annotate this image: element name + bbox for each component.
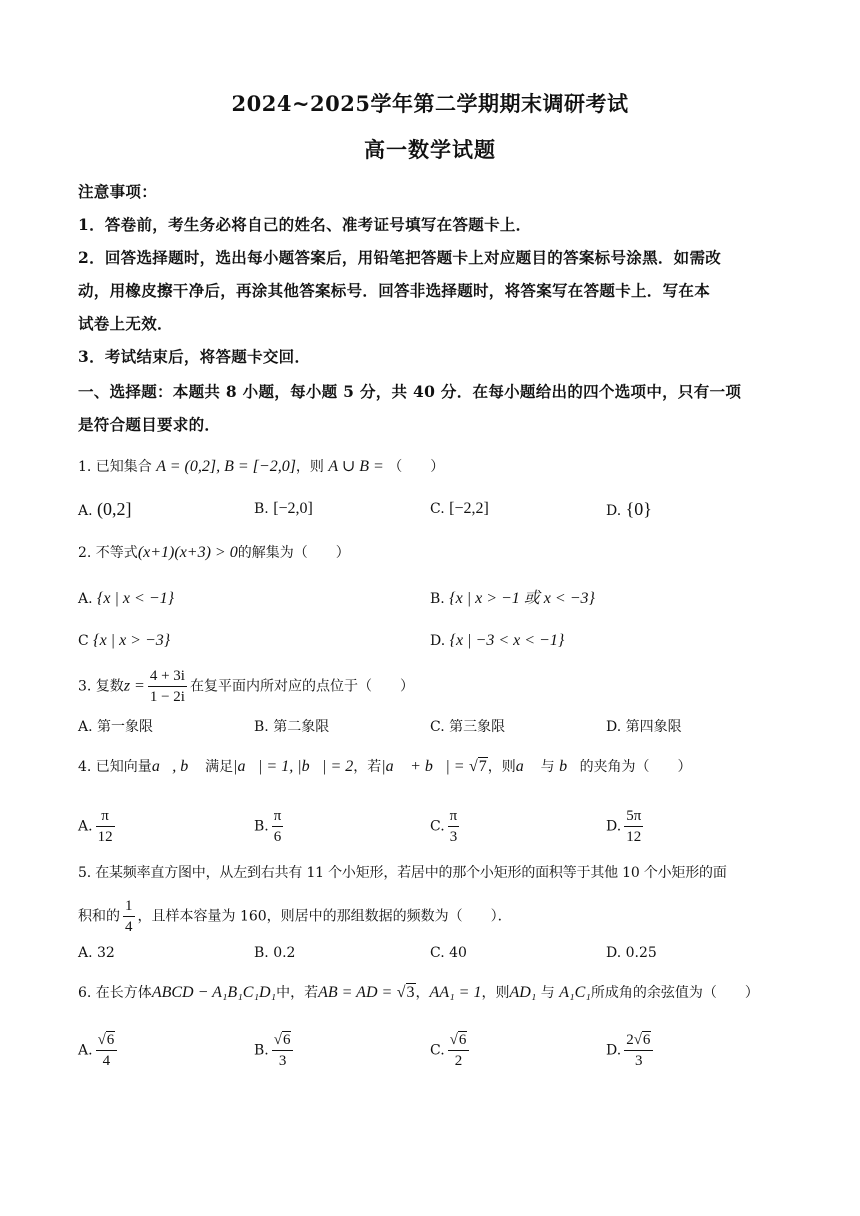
q5-suffix: ，且样本容量为 160，则居中的那组数据的频数为（ ）． xyxy=(137,908,512,925)
q5-option-c: C. 40 xyxy=(430,945,467,961)
q4-option-b: B. $\frac{\pi}{6}$ xyxy=(254,808,282,845)
q5-fraction xyxy=(123,896,135,937)
q5-option-d: D. 0.25 xyxy=(606,945,657,961)
q6-seg2: A₁C₁ xyxy=(559,984,591,1001)
question-5-line-1: 5. 在某频率直方图中，从左到右共有 11 个小矩形，若居中的那个小矩形的面积等于其他 10 个小矩形的面 xyxy=(78,865,727,881)
q4-option-c: C. $\frac{\pi}{3}$ xyxy=(430,808,458,845)
q2-option-a-value: {x | x < −1} xyxy=(97,590,175,607)
q6-option-a: A. $\frac{√6}{4}$ xyxy=(78,1030,120,1071)
q6-sqrt: √3 xyxy=(396,984,415,1001)
q6-sep: ， xyxy=(415,985,430,1001)
q1-option-a-value: (0,2] xyxy=(97,499,132,519)
q5-denominator: 4 xyxy=(125,919,133,935)
q5-numerator: 1 xyxy=(123,896,135,917)
q4-vectors: a⃗, b⃗ xyxy=(151,758,201,775)
q4-with: 与 xyxy=(540,759,555,775)
question-4 xyxy=(78,756,788,778)
q6-option-b: B. $\frac{√6}{3}$ xyxy=(254,1030,296,1071)
question-3 xyxy=(78,666,788,707)
notice-line-2a: 2．回答选择题时，选出每小题答案后，用铅笔把答题卡上对应题目的答案标号涂黑．如需改 xyxy=(78,248,722,267)
question-2 xyxy=(78,542,788,564)
q2-option-d-value: {x | −3 < x < −1} xyxy=(449,632,565,649)
q5-option-b: B. 0.2 xyxy=(254,945,296,961)
q3-suffix: 在复平面内所对应的点位于（ ） xyxy=(189,678,414,695)
q4-option-d: D. $\frac{5\pi}{12}$ xyxy=(606,808,642,845)
section-1-line-2: 是符合题目要求的． xyxy=(78,415,221,434)
q3-lhs: z = xyxy=(123,677,145,695)
q4-cond1-label: 满足 xyxy=(205,759,234,775)
q2-prefix: 2. 不等式 xyxy=(78,545,138,561)
q1-option-d: D. {0} xyxy=(606,499,652,519)
q1-option-c: C. [−2,2] xyxy=(430,500,489,517)
q6-prefix: 6. 在长方体 xyxy=(78,985,152,1001)
q2-option-d: D. {x | −3 < x < −1} xyxy=(430,632,565,649)
q3-option-b: B. 第二象限 xyxy=(254,719,330,735)
q6-eq2: AA₁ = 1 xyxy=(429,984,482,1001)
q4-option-a: A. $\frac{\pi}{12}$ xyxy=(78,808,113,845)
q6-solid: ABCD − A₁B₁C₁D₁ xyxy=(151,984,277,1001)
q4-prefix: 4. 已知向量 xyxy=(78,759,152,775)
q5-option-a: A. 32 xyxy=(78,945,115,961)
q3-denominator: 1 − 2i xyxy=(149,689,185,705)
q3-fraction xyxy=(148,666,187,707)
q6-option-c: C. $\frac{√6}{2}$ xyxy=(430,1030,472,1071)
q6-suffix: 所成角的余弦值为（ ） xyxy=(590,985,759,1001)
q2-option-c: C {x | x > −3} xyxy=(78,632,171,649)
question-1 xyxy=(78,456,788,478)
q6-with: 与 xyxy=(540,985,555,1001)
q2-option-b: B. {x | x > −1 或 x < −3} xyxy=(430,590,595,607)
q1-option-d-value: {0} xyxy=(625,499,652,519)
notice-line-3: 3．考试结束后，将答题卡交回． xyxy=(78,347,311,366)
question-5-line-2 xyxy=(78,896,788,937)
q4-vec-a: a⃗ xyxy=(515,758,537,775)
q4-cond1: |a⃗| = 1, |b⃗| = 2 xyxy=(233,758,354,775)
q2-option-c-value: {x | x > −3} xyxy=(93,632,171,649)
q2-suffix: 的解集为（ ） xyxy=(237,545,350,561)
q6-eq1: AB = AD = xyxy=(318,984,393,1001)
exam-title: 2024~2025学年第二学期期末调研考试 xyxy=(231,91,629,116)
section-1-line-1: 一、选择题：本题共 8 小题，每小题 5 分，共 40 分．在每小题给出的四个选项中，只有一项 xyxy=(78,382,742,401)
q4-then: ，则 xyxy=(487,759,516,775)
q1-expr: A ∪ B = xyxy=(328,458,384,475)
q1-suffix: （ ） xyxy=(388,459,445,475)
q4-vec-b: b⃗ xyxy=(559,758,580,775)
q1-prefix: 1. 已知集合 xyxy=(78,459,152,475)
q3-option-d: D. 第四象限 xyxy=(606,719,682,735)
q3-prefix: 3. 复数 xyxy=(78,678,124,695)
q1-option-b-value: [−2,0] xyxy=(273,500,313,517)
q6-sqrt-value: 3 xyxy=(406,984,415,1001)
q3-option-c: C. 第三象限 xyxy=(430,719,506,735)
q1-option-c-value: [−2,2] xyxy=(449,500,489,517)
exam-subtitle: 高一数学试题 xyxy=(364,137,496,162)
notice-line-2c: 试卷上无效． xyxy=(78,314,173,333)
q4-suffix: 的夹角为（ ） xyxy=(579,759,692,775)
q2-expr: (x+1)(x+3) > 0 xyxy=(137,544,238,561)
notice-line-2b: 动，用橡皮擦干净后，再涂其他答案标号．回答非选择题时，将答案写在答题卡上．写在本 xyxy=(78,281,711,300)
q4-cond2-expr: |a⃗ + b⃗| = xyxy=(381,758,465,775)
q1-option-a: A. (0,2] xyxy=(78,499,132,519)
q2-option-b-value: {x | x > −1 或 x < −3} xyxy=(449,590,595,607)
q6-mid2: ，则 xyxy=(481,985,510,1001)
q3-numerator: 4 + 3i xyxy=(148,666,187,687)
q3-option-a: A. 第一象限 xyxy=(78,719,154,735)
q2-option-a: A. {x | x < −1} xyxy=(78,590,175,607)
notice-heading: 注意事项： xyxy=(78,182,158,201)
q4-cond2-label: ，若 xyxy=(353,759,382,775)
q6-option-d: D. $\frac{2√6}{3}$ xyxy=(606,1030,656,1071)
notice-line-1: 1．答卷前，考生务必将自己的姓名、准考证号填写在答题卡上． xyxy=(78,215,532,234)
q1-mid: ，则 xyxy=(295,459,324,475)
q1-option-b: B. [−2,0] xyxy=(254,500,313,517)
question-6 xyxy=(78,982,798,1004)
q6-mid1: 中，若 xyxy=(276,985,319,1001)
q1-sets: A = (0,2], B = [−2,0] xyxy=(156,458,296,475)
q4-sqrt-value: 7 xyxy=(478,758,487,775)
q4-sqrt: √7 xyxy=(468,758,487,775)
q5-prefix: 积和的 xyxy=(78,908,120,925)
q6-seg1: AD₁ xyxy=(509,984,537,1001)
